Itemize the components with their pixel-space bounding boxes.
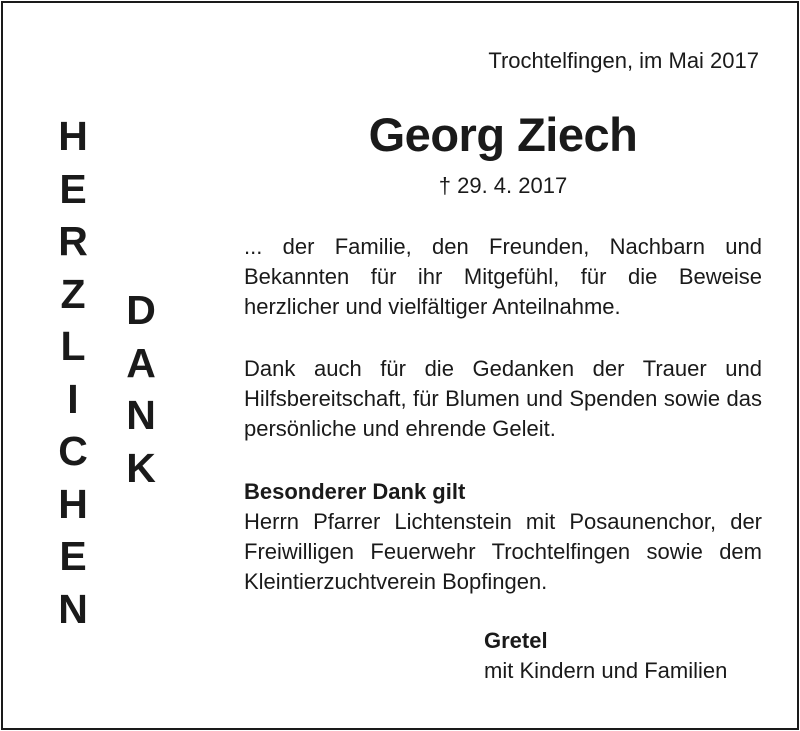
letter: Z [60,270,86,317]
deceased-name: Georg Ziech [368,108,638,161]
letter: N [58,585,88,632]
letter: L [60,323,86,369]
letter: A [126,339,156,386]
letter: N [126,392,156,438]
death-date: † 29. 4. 2017 [438,173,568,198]
thanks-paragraph-2: Dank auch für die Gedanken der Trauer und Hilfsbereitschaft, für Blumen und Spenden sowie das persönliche und ehrende Geleit. [244,356,762,441]
notice-frame [1,1,799,730]
vertical-word-dank [121,284,161,494]
letter: I [67,375,79,422]
letter: H [58,113,88,159]
letter: C [58,428,88,474]
thanks-paragraph-1: ... der Familie, den Freunden, Nachbarn und Bekannten für ihr Mitgefühl, für die Beweise herzlicher und vielfältiger Anteilnahme. [244,234,762,319]
signoff-name: Gretel [484,628,548,653]
letter: R [58,218,88,264]
special-thanks [244,477,762,597]
letter: E [59,533,87,579]
special-thanks-text: Herrn Pfarrer Lichtenstein mit Posaunenchor, der Freiwilligen Feuerwehr Trochtelfingen sowie dem Kleintierzuchtverein Bopfingen. [244,509,762,594]
letter: D [126,287,156,333]
special-thanks-heading: Besonderer Dank gilt [244,479,466,504]
vertical-word-herzlichen [53,110,93,635]
place-date: Trochtelfingen, im Mai 2017 [488,48,759,73]
signoff-family: mit Kindern und Familien [484,658,728,683]
letter: H [58,480,88,527]
letter: E [59,165,87,212]
letter: K [126,444,156,491]
signoff [484,626,727,686]
